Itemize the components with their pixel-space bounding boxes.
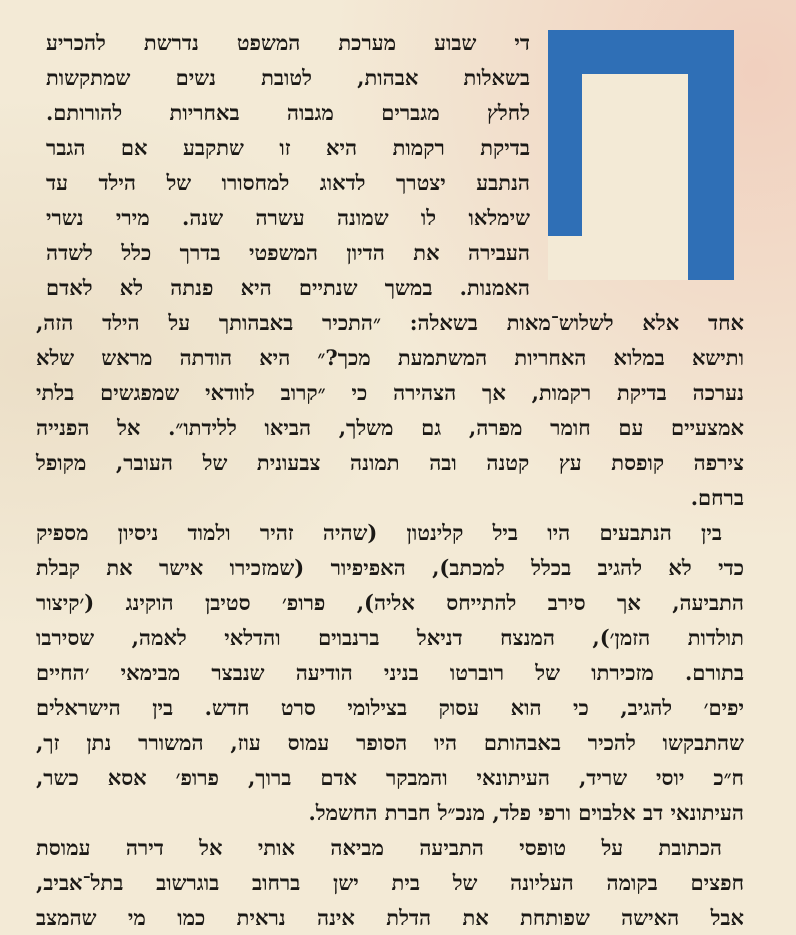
article-line: די שבוע מערכת המשפט נדרשת להכריע <box>46 30 530 55</box>
article-line: העיתונאי דב אלבוים ורפי פלד, מנכ״ל חברת החשמל. <box>308 800 744 825</box>
article-line: יפים׳ להגיב, כי הוא עסוק בצילומי סרט חדש. בין הישראלים <box>36 695 744 720</box>
article-line: הכתובת על טופסי התביעה מביאה אותי אל דירה עמוסת <box>36 835 722 860</box>
article-line: שהתבקשו להכיר באבהותם היו הסופר עמוס עוז, המשורר נתן זך, <box>36 730 744 755</box>
article-line: בין הנתבעים היו ביל קלינטון (שהיה זהיר ולמוד ניסיון מספיק <box>36 520 722 545</box>
article-line: חפצים בקומה העליונה של בית ישן ברחוב בוגרשוב בתל־אביב, <box>36 870 744 895</box>
article-line: ח״כ יוסי שריד, העיתונאי והמבקר אדם ברוך, פרופ׳ אסא כשר, <box>36 765 744 790</box>
article-line: בתורם. מזכירתו של רוברטו בניני הודיעה שנבצר מבימאי ׳החיים <box>36 660 744 685</box>
article-line: לחלץ מגברים מגבוה באחריות להורותם. <box>46 100 530 125</box>
article-line: אחד אלא לשלוש־מאות בשאלה: ״התכיר באבהותך על הילד הזה, <box>36 310 744 335</box>
article-line: התביעה, אך סירב להתייחס אליה), פרופ׳ סטיבן הוקינג (׳קיצור <box>36 590 744 615</box>
article-line: הנתבע יצטרך לדאוג למחסורו של הילד עד <box>46 170 530 195</box>
article-line: שימלאו לו שמונה עשרה שנה. מירי נשרי <box>46 205 530 230</box>
article-line: אבל האישה שפותחת את הדלת אינה נראית כמו מי שהמצב <box>36 905 744 930</box>
article-line: העבירה את הדיון המשפטי בדרך כלל לשדה <box>46 240 530 265</box>
article-line: ותישא במלוא האחריות המשתמעת מכך?״ היא הודתה מראש שלא <box>36 345 744 370</box>
article-line: אמצעיים עם חומר מפרה, גם משלך, הביאו ללידתו״. אל הפנייה <box>36 415 744 440</box>
dropcap-letter <box>548 30 734 280</box>
article-line: כדי לא להגיב בכלל למכתב), האפיפיור (שמזכירו אישר את קבלת <box>36 555 744 580</box>
article-line: נערכה בדיקת רקמות, אך הצהירה כי ״קרוב לוודאי שמפגשים בלתי <box>36 380 744 405</box>
article-line: האמנות. במשך שנתיים היא פנתה לא לאדם <box>46 275 530 300</box>
article-line: ברחם. <box>690 485 744 510</box>
article-line: בדיקת רקמות היא זו שתקבע אם הגבר <box>46 135 530 160</box>
article-line: צירפה קופסת עץ קטנה ובה תמונה צבעונית של העובר, מקופל <box>36 450 744 475</box>
article-line: בשאלות אבהות, לטובת נשים שמתקשות <box>46 65 530 90</box>
article-line: תולדות הזמן׳), המנצח דניאל ברנבוים והדלאי לאמה, שסירבו <box>36 625 744 650</box>
